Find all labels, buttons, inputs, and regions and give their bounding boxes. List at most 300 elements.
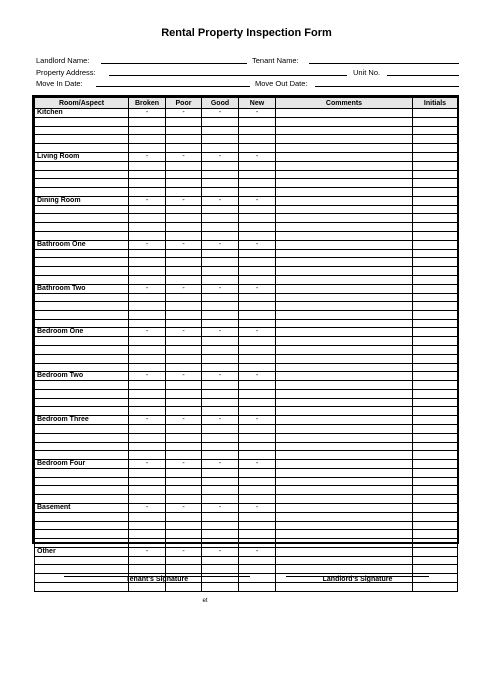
- comments-cell[interactable]: [276, 240, 413, 249]
- condition-cell-broken[interactable]: [129, 451, 166, 460]
- room-cell[interactable]: [35, 302, 129, 311]
- initials-cell[interactable]: [413, 214, 458, 223]
- initials-cell[interactable]: [413, 398, 458, 407]
- comments-cell[interactable]: [276, 398, 413, 407]
- condition-cell-new[interactable]: [239, 521, 276, 530]
- condition-cell-new[interactable]: [239, 442, 276, 451]
- condition-cell-new[interactable]: [239, 477, 276, 486]
- condition-cell-broken[interactable]: [129, 398, 166, 407]
- condition-cell-poor[interactable]: [166, 381, 202, 390]
- initials-cell[interactable]: [413, 240, 458, 249]
- condition-cell-good[interactable]: [202, 310, 239, 319]
- room-cell[interactable]: [35, 521, 129, 530]
- initials-cell[interactable]: [413, 469, 458, 478]
- room-cell[interactable]: [35, 433, 129, 442]
- room-cell[interactable]: [35, 469, 129, 478]
- condition-cell-poor[interactable]: [166, 275, 202, 284]
- condition-cell-good[interactable]: [202, 442, 239, 451]
- condition-cell-new[interactable]: [239, 346, 276, 355]
- condition-cell-poor[interactable]: [166, 398, 202, 407]
- condition-cell-broken[interactable]: [129, 126, 166, 135]
- room-cell[interactable]: [35, 231, 129, 240]
- initials-cell[interactable]: [413, 188, 458, 197]
- comments-cell[interactable]: [276, 258, 413, 267]
- condition-cell-good[interactable]: [202, 556, 239, 565]
- condition-cell-poor[interactable]: -: [166, 109, 202, 118]
- condition-cell-broken[interactable]: [129, 179, 166, 188]
- condition-cell-broken[interactable]: [129, 310, 166, 319]
- comments-cell[interactable]: [276, 118, 413, 127]
- initials-cell[interactable]: [413, 556, 458, 565]
- condition-cell-good[interactable]: [202, 126, 239, 135]
- room-cell[interactable]: [35, 398, 129, 407]
- initials-cell[interactable]: [413, 460, 458, 469]
- room-cell[interactable]: [35, 258, 129, 267]
- initials-cell[interactable]: [413, 267, 458, 276]
- initials-cell[interactable]: [413, 196, 458, 205]
- condition-cell-broken[interactable]: [129, 231, 166, 240]
- comments-cell[interactable]: [276, 196, 413, 205]
- condition-cell-broken[interactable]: [129, 486, 166, 495]
- condition-cell-new[interactable]: [239, 231, 276, 240]
- initials-cell[interactable]: [413, 179, 458, 188]
- initials-cell[interactable]: [413, 205, 458, 214]
- condition-cell-broken[interactable]: -: [129, 152, 166, 161]
- condition-cell-new[interactable]: [239, 267, 276, 276]
- comments-cell[interactable]: [276, 135, 413, 144]
- room-cell[interactable]: [35, 144, 129, 153]
- condition-cell-poor[interactable]: [166, 302, 202, 311]
- condition-cell-good[interactable]: [202, 354, 239, 363]
- condition-cell-new[interactable]: [239, 582, 276, 591]
- room-cell[interactable]: [35, 477, 129, 486]
- condition-cell-poor[interactable]: [166, 231, 202, 240]
- initials-cell[interactable]: [413, 161, 458, 170]
- comments-cell[interactable]: [276, 389, 413, 398]
- condition-cell-new[interactable]: [239, 451, 276, 460]
- condition-cell-broken[interactable]: -: [129, 416, 166, 425]
- comments-cell[interactable]: [276, 495, 413, 504]
- comments-cell[interactable]: [276, 486, 413, 495]
- condition-cell-broken[interactable]: -: [129, 196, 166, 205]
- condition-cell-good[interactable]: [202, 118, 239, 127]
- condition-cell-good[interactable]: [202, 258, 239, 267]
- condition-cell-poor[interactable]: [166, 477, 202, 486]
- comments-cell[interactable]: [276, 188, 413, 197]
- condition-cell-good[interactable]: [202, 469, 239, 478]
- condition-cell-poor[interactable]: [166, 205, 202, 214]
- condition-cell-new[interactable]: [239, 363, 276, 372]
- comments-cell[interactable]: [276, 170, 413, 179]
- condition-cell-new[interactable]: [239, 258, 276, 267]
- condition-cell-new[interactable]: [239, 135, 276, 144]
- property-address-line[interactable]: [109, 75, 347, 76]
- initials-cell[interactable]: [413, 135, 458, 144]
- condition-cell-new[interactable]: [239, 425, 276, 434]
- condition-cell-broken[interactable]: [129, 135, 166, 144]
- condition-cell-good[interactable]: [202, 363, 239, 372]
- condition-cell-new[interactable]: -: [239, 152, 276, 161]
- initials-cell[interactable]: [413, 389, 458, 398]
- condition-cell-broken[interactable]: [129, 249, 166, 258]
- initials-cell[interactable]: [413, 249, 458, 258]
- initials-cell[interactable]: [413, 477, 458, 486]
- room-cell[interactable]: [35, 556, 129, 565]
- condition-cell-poor[interactable]: [166, 389, 202, 398]
- condition-cell-poor[interactable]: [166, 144, 202, 153]
- condition-cell-new[interactable]: [239, 302, 276, 311]
- comments-cell[interactable]: [276, 161, 413, 170]
- comments-cell[interactable]: [276, 582, 413, 591]
- comments-cell[interactable]: [276, 433, 413, 442]
- condition-cell-poor[interactable]: [166, 469, 202, 478]
- comments-cell[interactable]: [276, 363, 413, 372]
- comments-cell[interactable]: [276, 144, 413, 153]
- condition-cell-poor[interactable]: [166, 556, 202, 565]
- comments-cell[interactable]: [276, 530, 413, 539]
- condition-cell-good[interactable]: [202, 267, 239, 276]
- condition-cell-good[interactable]: -: [202, 196, 239, 205]
- condition-cell-broken[interactable]: [129, 477, 166, 486]
- comments-cell[interactable]: [276, 214, 413, 223]
- room-cell[interactable]: [35, 354, 129, 363]
- room-cell[interactable]: [35, 512, 129, 521]
- comments-cell[interactable]: [276, 328, 413, 337]
- comments-cell[interactable]: [276, 442, 413, 451]
- room-cell[interactable]: [35, 442, 129, 451]
- condition-cell-broken[interactable]: [129, 302, 166, 311]
- initials-cell[interactable]: [413, 170, 458, 179]
- initials-cell[interactable]: [413, 381, 458, 390]
- room-cell[interactable]: [35, 582, 129, 591]
- condition-cell-broken[interactable]: -: [129, 328, 166, 337]
- condition-cell-poor[interactable]: [166, 451, 202, 460]
- room-cell[interactable]: [35, 135, 129, 144]
- condition-cell-good[interactable]: [202, 425, 239, 434]
- condition-cell-good[interactable]: [202, 275, 239, 284]
- comments-cell[interactable]: [276, 179, 413, 188]
- condition-cell-new[interactable]: -: [239, 284, 276, 293]
- condition-cell-good[interactable]: [202, 161, 239, 170]
- condition-cell-poor[interactable]: [166, 354, 202, 363]
- condition-cell-new[interactable]: [239, 214, 276, 223]
- condition-cell-poor[interactable]: [166, 582, 202, 591]
- condition-cell-good[interactable]: [202, 451, 239, 460]
- condition-cell-poor[interactable]: -: [166, 372, 202, 381]
- condition-cell-good[interactable]: -: [202, 284, 239, 293]
- condition-cell-poor[interactable]: -: [166, 152, 202, 161]
- initials-cell[interactable]: [413, 302, 458, 311]
- condition-cell-new[interactable]: [239, 433, 276, 442]
- condition-cell-broken[interactable]: [129, 144, 166, 153]
- comments-cell[interactable]: [276, 231, 413, 240]
- condition-cell-new[interactable]: [239, 170, 276, 179]
- room-cell[interactable]: [35, 565, 129, 574]
- condition-cell-good[interactable]: [202, 179, 239, 188]
- room-cell[interactable]: [35, 249, 129, 258]
- condition-cell-poor[interactable]: -: [166, 547, 202, 556]
- condition-cell-new[interactable]: [239, 389, 276, 398]
- condition-cell-poor[interactable]: [166, 126, 202, 135]
- condition-cell-broken[interactable]: [129, 293, 166, 302]
- condition-cell-good[interactable]: [202, 521, 239, 530]
- comments-cell[interactable]: [276, 354, 413, 363]
- initials-cell[interactable]: [413, 407, 458, 416]
- condition-cell-new[interactable]: [239, 354, 276, 363]
- condition-cell-good[interactable]: [202, 188, 239, 197]
- condition-cell-good[interactable]: [202, 539, 239, 548]
- condition-cell-poor[interactable]: [166, 433, 202, 442]
- room-cell[interactable]: [35, 126, 129, 135]
- condition-cell-broken[interactable]: [129, 214, 166, 223]
- condition-cell-broken[interactable]: [129, 161, 166, 170]
- condition-cell-poor[interactable]: -: [166, 196, 202, 205]
- condition-cell-broken[interactable]: [129, 425, 166, 434]
- condition-cell-broken[interactable]: -: [129, 284, 166, 293]
- condition-cell-new[interactable]: [239, 205, 276, 214]
- condition-cell-good[interactable]: [202, 512, 239, 521]
- condition-cell-broken[interactable]: [129, 565, 166, 574]
- condition-cell-good[interactable]: -: [202, 240, 239, 249]
- comments-cell[interactable]: [276, 547, 413, 556]
- condition-cell-new[interactable]: -: [239, 503, 276, 512]
- comments-cell[interactable]: [276, 381, 413, 390]
- condition-cell-good[interactable]: [202, 495, 239, 504]
- condition-cell-poor[interactable]: [166, 118, 202, 127]
- condition-cell-poor[interactable]: [166, 249, 202, 258]
- initials-cell[interactable]: [413, 442, 458, 451]
- condition-cell-broken[interactable]: [129, 223, 166, 232]
- condition-cell-poor[interactable]: [166, 495, 202, 504]
- condition-cell-poor[interactable]: [166, 170, 202, 179]
- condition-cell-poor[interactable]: [166, 346, 202, 355]
- condition-cell-new[interactable]: [239, 556, 276, 565]
- condition-cell-broken[interactable]: [129, 469, 166, 478]
- condition-cell-broken[interactable]: [129, 337, 166, 346]
- condition-cell-good[interactable]: [202, 249, 239, 258]
- room-cell[interactable]: [35, 170, 129, 179]
- condition-cell-good[interactable]: [202, 381, 239, 390]
- initials-cell[interactable]: [413, 547, 458, 556]
- comments-cell[interactable]: [276, 302, 413, 311]
- condition-cell-new[interactable]: [239, 512, 276, 521]
- condition-cell-poor[interactable]: [166, 179, 202, 188]
- condition-cell-new[interactable]: -: [239, 416, 276, 425]
- comments-cell[interactable]: [276, 337, 413, 346]
- initials-cell[interactable]: [413, 284, 458, 293]
- initials-cell[interactable]: [413, 346, 458, 355]
- initials-cell[interactable]: [413, 363, 458, 372]
- condition-cell-new[interactable]: -: [239, 460, 276, 469]
- landlord-name-line[interactable]: [101, 63, 247, 64]
- condition-cell-broken[interactable]: [129, 582, 166, 591]
- condition-cell-good[interactable]: -: [202, 460, 239, 469]
- comments-cell[interactable]: [276, 451, 413, 460]
- condition-cell-new[interactable]: [239, 144, 276, 153]
- condition-cell-broken[interactable]: -: [129, 372, 166, 381]
- room-cell[interactable]: [35, 223, 129, 232]
- condition-cell-new[interactable]: [239, 179, 276, 188]
- condition-cell-broken[interactable]: [129, 205, 166, 214]
- initials-cell[interactable]: [413, 258, 458, 267]
- condition-cell-broken[interactable]: [129, 354, 166, 363]
- condition-cell-new[interactable]: [239, 539, 276, 548]
- initials-cell[interactable]: [413, 495, 458, 504]
- condition-cell-good[interactable]: [202, 477, 239, 486]
- room-cell[interactable]: [35, 319, 129, 328]
- initials-cell[interactable]: [413, 451, 458, 460]
- condition-cell-poor[interactable]: [166, 337, 202, 346]
- condition-cell-good[interactable]: [202, 214, 239, 223]
- condition-cell-poor[interactable]: [166, 521, 202, 530]
- condition-cell-new[interactable]: [239, 161, 276, 170]
- condition-cell-broken[interactable]: [129, 512, 166, 521]
- room-cell[interactable]: [35, 214, 129, 223]
- comments-cell[interactable]: [276, 416, 413, 425]
- initials-cell[interactable]: [413, 425, 458, 434]
- room-cell[interactable]: [35, 205, 129, 214]
- condition-cell-good[interactable]: -: [202, 372, 239, 381]
- condition-cell-broken[interactable]: [129, 556, 166, 565]
- condition-cell-good[interactable]: [202, 530, 239, 539]
- condition-cell-new[interactable]: [239, 398, 276, 407]
- condition-cell-good[interactable]: [202, 407, 239, 416]
- condition-cell-poor[interactable]: -: [166, 503, 202, 512]
- condition-cell-broken[interactable]: -: [129, 240, 166, 249]
- initials-cell[interactable]: [413, 530, 458, 539]
- condition-cell-good[interactable]: -: [202, 547, 239, 556]
- initials-cell[interactable]: [413, 109, 458, 118]
- condition-cell-poor[interactable]: -: [166, 240, 202, 249]
- condition-cell-new[interactable]: [239, 381, 276, 390]
- condition-cell-new[interactable]: [239, 319, 276, 328]
- condition-cell-new[interactable]: -: [239, 196, 276, 205]
- condition-cell-good[interactable]: -: [202, 416, 239, 425]
- condition-cell-broken[interactable]: [129, 258, 166, 267]
- room-cell[interactable]: [35, 363, 129, 372]
- initials-cell[interactable]: [413, 319, 458, 328]
- condition-cell-good[interactable]: [202, 231, 239, 240]
- comments-cell[interactable]: [276, 503, 413, 512]
- condition-cell-poor[interactable]: [166, 310, 202, 319]
- condition-cell-broken[interactable]: [129, 118, 166, 127]
- condition-cell-good[interactable]: [202, 135, 239, 144]
- condition-cell-new[interactable]: [239, 223, 276, 232]
- comments-cell[interactable]: [276, 267, 413, 276]
- condition-cell-poor[interactable]: [166, 486, 202, 495]
- condition-cell-good[interactable]: [202, 144, 239, 153]
- condition-cell-good[interactable]: [202, 205, 239, 214]
- condition-cell-new[interactable]: [239, 310, 276, 319]
- condition-cell-good[interactable]: [202, 582, 239, 591]
- condition-cell-new[interactable]: [239, 275, 276, 284]
- comments-cell[interactable]: [276, 512, 413, 521]
- condition-cell-poor[interactable]: [166, 319, 202, 328]
- condition-cell-broken[interactable]: [129, 407, 166, 416]
- initials-cell[interactable]: [413, 152, 458, 161]
- condition-cell-new[interactable]: [239, 118, 276, 127]
- condition-cell-good[interactable]: [202, 337, 239, 346]
- condition-cell-poor[interactable]: [166, 161, 202, 170]
- room-cell[interactable]: [35, 530, 129, 539]
- initials-cell[interactable]: [413, 231, 458, 240]
- condition-cell-broken[interactable]: [129, 539, 166, 548]
- tenant-name-line[interactable]: [309, 63, 459, 64]
- condition-cell-good[interactable]: [202, 170, 239, 179]
- condition-cell-new[interactable]: [239, 469, 276, 478]
- comments-cell[interactable]: [276, 477, 413, 486]
- initials-cell[interactable]: [413, 539, 458, 548]
- comments-cell[interactable]: [276, 556, 413, 565]
- condition-cell-new[interactable]: [239, 337, 276, 346]
- comments-cell[interactable]: [276, 319, 413, 328]
- comments-cell[interactable]: [276, 109, 413, 118]
- comments-cell[interactable]: [276, 460, 413, 469]
- condition-cell-good[interactable]: -: [202, 328, 239, 337]
- condition-cell-broken[interactable]: [129, 381, 166, 390]
- condition-cell-poor[interactable]: [166, 530, 202, 539]
- condition-cell-new[interactable]: [239, 126, 276, 135]
- initials-cell[interactable]: [413, 354, 458, 363]
- condition-cell-broken[interactable]: -: [129, 547, 166, 556]
- condition-cell-broken[interactable]: [129, 433, 166, 442]
- condition-cell-good[interactable]: [202, 565, 239, 574]
- initials-cell[interactable]: [413, 503, 458, 512]
- room-cell[interactable]: [35, 337, 129, 346]
- condition-cell-poor[interactable]: -: [166, 328, 202, 337]
- condition-cell-good[interactable]: [202, 346, 239, 355]
- condition-cell-new[interactable]: [239, 565, 276, 574]
- initials-cell[interactable]: [413, 416, 458, 425]
- condition-cell-new[interactable]: [239, 407, 276, 416]
- condition-cell-good[interactable]: [202, 433, 239, 442]
- comments-cell[interactable]: [276, 521, 413, 530]
- room-cell[interactable]: [35, 161, 129, 170]
- condition-cell-broken[interactable]: -: [129, 109, 166, 118]
- condition-cell-broken[interactable]: [129, 319, 166, 328]
- room-cell[interactable]: [35, 275, 129, 284]
- condition-cell-new[interactable]: -: [239, 372, 276, 381]
- comments-cell[interactable]: [276, 469, 413, 478]
- condition-cell-new[interactable]: [239, 495, 276, 504]
- condition-cell-poor[interactable]: [166, 363, 202, 372]
- condition-cell-poor[interactable]: [166, 565, 202, 574]
- move-in-date-line[interactable]: [96, 86, 250, 87]
- condition-cell-good[interactable]: -: [202, 503, 239, 512]
- initials-cell[interactable]: [413, 486, 458, 495]
- condition-cell-good[interactable]: -: [202, 152, 239, 161]
- condition-cell-new[interactable]: -: [239, 547, 276, 556]
- initials-cell[interactable]: [413, 118, 458, 127]
- room-cell[interactable]: [35, 346, 129, 355]
- condition-cell-poor[interactable]: [166, 188, 202, 197]
- comments-cell[interactable]: [276, 249, 413, 258]
- room-cell[interactable]: [35, 451, 129, 460]
- condition-cell-poor[interactable]: [166, 512, 202, 521]
- condition-cell-new[interactable]: [239, 249, 276, 258]
- condition-cell-broken[interactable]: [129, 389, 166, 398]
- comments-cell[interactable]: [276, 310, 413, 319]
- initials-cell[interactable]: [413, 126, 458, 135]
- condition-cell-new[interactable]: -: [239, 109, 276, 118]
- initials-cell[interactable]: [413, 565, 458, 574]
- initials-cell[interactable]: [413, 372, 458, 381]
- condition-cell-poor[interactable]: -: [166, 284, 202, 293]
- comments-cell[interactable]: [276, 425, 413, 434]
- condition-cell-broken[interactable]: [129, 442, 166, 451]
- condition-cell-good[interactable]: -: [202, 109, 239, 118]
- condition-cell-broken[interactable]: [129, 275, 166, 284]
